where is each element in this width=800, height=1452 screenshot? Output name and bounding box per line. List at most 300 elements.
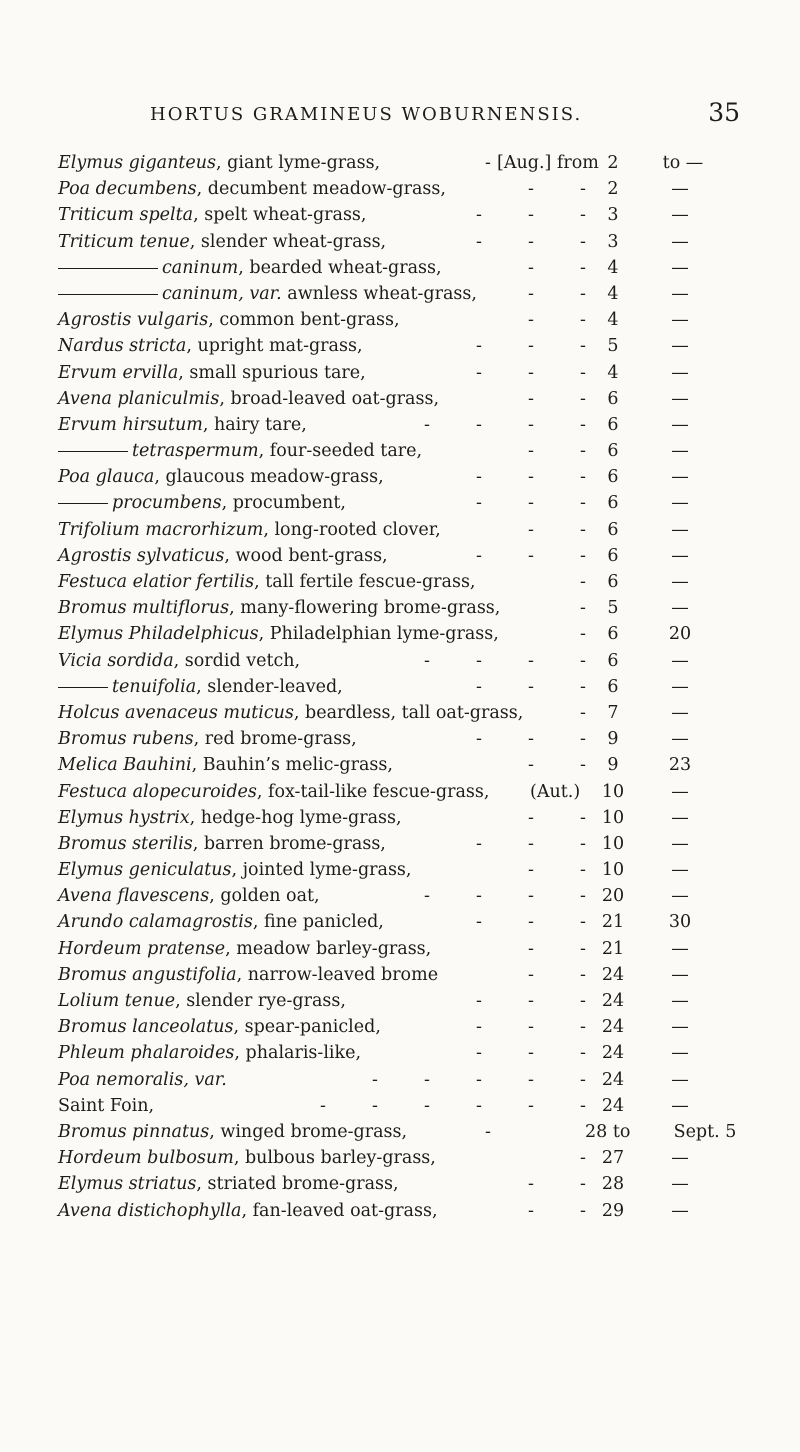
plant-name (58, 229, 386, 255)
leader-dash: - (476, 414, 482, 435)
leader-dash: - (580, 833, 586, 854)
leader-dash: - (580, 493, 586, 514)
start-day: 4 (607, 310, 619, 331)
latin-name: procumbens (112, 493, 222, 514)
end-day: — (671, 336, 689, 357)
common-name: , four-seeded tare, (258, 441, 423, 462)
latin-name: Elymus hystrix (58, 807, 190, 828)
table-row (0, 1040, 800, 1066)
plant-name (58, 1198, 438, 1224)
latin-name: Avena flavescens (58, 886, 210, 907)
end-day: — (671, 493, 689, 514)
common-name: , spelt wheat-grass, (193, 205, 367, 226)
latin-name: Lolium tenue (58, 991, 176, 1011)
leader-dash: - (528, 729, 534, 750)
start-day: 28 (601, 1174, 625, 1195)
leader-dash: - (528, 1095, 534, 1116)
leader-dash: - (580, 1174, 586, 1195)
plant-name (58, 569, 475, 595)
common-name: , wood bent-grass, (224, 545, 388, 566)
plant-name (58, 674, 343, 700)
leader-dash: - (528, 493, 534, 514)
end-day: — (671, 964, 689, 985)
common-name: , fox-tail-like fescue-grass, (256, 781, 490, 802)
start-day: 9 (607, 729, 619, 750)
plant-name (58, 1145, 436, 1171)
latin-name: tetraspermum (132, 441, 259, 462)
common-name: , tall fertile fescue-grass, (254, 572, 476, 592)
end-day: — (671, 545, 689, 566)
start-day: 10 (601, 781, 625, 802)
leader-dash: - (580, 441, 586, 462)
common-name: , slender-leaved, (196, 676, 343, 697)
leader-dash: - (528, 1174, 534, 1195)
start-day: 9 (607, 755, 619, 776)
start-day: 7 (607, 702, 619, 723)
leader-dash: - (528, 362, 534, 383)
plant-name (58, 805, 402, 831)
start-day: 24 (601, 964, 625, 985)
plant-name (58, 1171, 399, 1197)
end-day: — (671, 1043, 689, 1064)
leader-dash: - (424, 1095, 430, 1116)
end-day: — (671, 1095, 689, 1116)
leader-dash: - (528, 519, 534, 540)
plant-name (58, 779, 489, 805)
table-row (0, 1198, 800, 1224)
common-name: , Philadelphian lyme-grass, (258, 624, 499, 645)
leader-dash: - (476, 676, 482, 697)
leader-dash: - (580, 1095, 586, 1116)
table-row (0, 831, 800, 857)
end-day: — (671, 388, 689, 409)
end-day: Sept. 5 (673, 1121, 737, 1142)
plant-name (58, 752, 393, 778)
leader-dash: - (528, 310, 534, 331)
end-day: — (671, 1069, 689, 1090)
leader-dash: - (580, 886, 586, 907)
leader-dash: - (580, 807, 586, 828)
plant-name (58, 412, 307, 438)
latin-name: Trifolium macrorhizum (58, 519, 264, 540)
end-day: — (671, 205, 689, 226)
leader-dash: - (476, 729, 482, 750)
latin-name: Bromus pinnatus (58, 1121, 210, 1142)
leader-dash: - (528, 650, 534, 671)
end-day: — (671, 702, 689, 723)
leader-dash: - (580, 257, 586, 278)
leader-dash: - (476, 912, 482, 933)
end-day: — (671, 650, 689, 671)
plant-name (58, 648, 300, 674)
common-name: , many-flowering brome-grass, (229, 598, 501, 619)
plant-name (58, 1067, 227, 1093)
leader-dash: - (476, 493, 482, 514)
end-day: — (671, 441, 689, 462)
start-day: 10 (601, 833, 625, 854)
leader-dash: - (424, 414, 430, 435)
table-row (0, 857, 800, 883)
common-name: awnless wheat-grass, (281, 283, 477, 304)
latin-name: caninum (162, 257, 239, 278)
common-name: , bearded wheat-grass, (238, 257, 442, 278)
leader-dash: - (476, 886, 482, 907)
end-day: — (671, 1017, 689, 1038)
common-name: , giant lyme-grass, (216, 153, 381, 173)
common-name: , bulbous barley-grass, (233, 1148, 436, 1169)
leader-dash: - (580, 1148, 586, 1169)
table-row (0, 621, 800, 647)
leader-dash: - (580, 283, 586, 304)
plant-name (58, 857, 411, 883)
end-day: — (671, 991, 689, 1011)
leader-dash: - (528, 676, 534, 697)
plant-name (58, 517, 441, 543)
table-row (0, 648, 800, 674)
start-day: 24 (601, 1095, 625, 1116)
leader-dash: - (580, 938, 586, 959)
start-day: 6 (607, 467, 619, 488)
leader-dash: - (580, 414, 586, 435)
table-row (0, 1145, 800, 1171)
latin-name: Poa decumbens (58, 179, 197, 200)
plant-name (58, 1014, 381, 1040)
start-day: 6 (607, 676, 619, 697)
plant-name (58, 883, 320, 909)
end-day: — (671, 729, 689, 750)
start-day: 6 (607, 545, 619, 566)
leader-dash: - (580, 729, 586, 750)
leader-dash: - (580, 179, 586, 200)
table-row (0, 1119, 800, 1145)
common-name: , sordid vetch, (173, 650, 301, 671)
table-row (0, 883, 800, 909)
end-day: — (671, 886, 689, 907)
leader-dash: - (528, 205, 534, 226)
latin-name: Festuca alopecuroides (58, 781, 257, 802)
start-day: 20 (601, 886, 625, 907)
leader-dash: - (580, 1017, 586, 1038)
leader-dash: - (424, 886, 430, 907)
season-note: [Aug.] from (497, 153, 599, 173)
table-row (0, 805, 800, 831)
end-day: — (671, 807, 689, 828)
table-row (0, 360, 800, 386)
end-day: to — (662, 153, 704, 173)
leader-dash: - (580, 676, 586, 697)
latin-name: Agrostis vulgaris (58, 310, 209, 331)
start-day: 6 (607, 493, 619, 514)
latin-name: Festuca elatior fertilis (58, 572, 255, 592)
latin-name: Elymus Philadelphicus (58, 624, 259, 645)
latin-name: Holcus avenaceus muticus (58, 702, 294, 723)
leader-dash: - (528, 1017, 534, 1038)
latin-name: Ervum ervilla (58, 362, 179, 383)
latin-name: Avena distichophylla (58, 1200, 242, 1221)
leader-dash: - (372, 1095, 378, 1116)
leader-dash: - (528, 938, 534, 959)
table-row (0, 1067, 800, 1093)
plant-name (58, 307, 400, 333)
latin-name: Avena planiculmis (58, 388, 220, 409)
plant-name (58, 700, 523, 726)
start-day: 10 (601, 860, 625, 881)
leader-dash: - (580, 362, 586, 383)
start-day: 6 (607, 441, 619, 462)
common-name: , red brome-grass, (193, 729, 357, 750)
table-row (0, 412, 800, 438)
start-day: 21 (601, 938, 625, 959)
table-row (0, 1171, 800, 1197)
table-row (0, 202, 800, 228)
leader-dash: - (476, 1095, 482, 1116)
season-note: 28 to (585, 1121, 631, 1142)
leader-dash: - (580, 650, 586, 671)
common-name: , golden oat, (209, 886, 320, 907)
end-day: — (671, 860, 689, 881)
end-day: — (671, 676, 689, 697)
table-row (0, 700, 800, 726)
leader-dash: - (580, 231, 586, 252)
start-day: 21 (601, 912, 625, 933)
start-day: 6 (607, 624, 619, 645)
common-name: , winged brome-grass, (209, 1121, 408, 1142)
end-day: — (671, 257, 689, 278)
common-name: Saint Foin, (58, 1095, 155, 1116)
table-row (0, 517, 800, 543)
plant-name (58, 1040, 361, 1066)
plant-name (58, 909, 384, 935)
latin-name: Bromus multiflorus (58, 598, 230, 619)
latin-name: Bromus lanceolatus (58, 1017, 234, 1038)
start-day: 5 (607, 598, 619, 619)
common-name: , small spurious tare, (178, 362, 366, 383)
leader-dash: - (580, 755, 586, 776)
leader-dash: - (580, 964, 586, 985)
start-day: 6 (607, 414, 619, 435)
plant-name (58, 333, 363, 359)
leader-dash: - (528, 388, 534, 409)
leader-dash: - (528, 833, 534, 854)
table-row (0, 255, 800, 281)
table-row (0, 1014, 800, 1040)
ditto-rule (58, 294, 158, 295)
end-day: — (671, 467, 689, 488)
latin-name: Nardus stricta (58, 336, 187, 357)
leader-dash: - (476, 1043, 482, 1064)
table-row (0, 779, 800, 805)
plant-name (58, 281, 477, 307)
leader-dash: - (528, 441, 534, 462)
table-row (0, 962, 800, 988)
leader-dash: - (580, 991, 586, 1011)
common-name: , phalaris-like, (234, 1043, 362, 1064)
start-day: 27 (601, 1148, 625, 1169)
latin-name: Triticum spelta (58, 205, 194, 226)
start-day: 4 (607, 362, 619, 383)
table-row (0, 569, 800, 595)
leader-dash: - (528, 414, 534, 435)
leader-dash: - (528, 1069, 534, 1090)
leader-dash: - (528, 807, 534, 828)
leader-dash: - (580, 572, 586, 592)
table-row (0, 674, 800, 700)
leader-dash: - (476, 336, 482, 357)
end-day: 30 (668, 912, 692, 933)
start-day: 4 (607, 283, 619, 304)
leader-dash: - (580, 336, 586, 357)
common-name: , procumbent, (221, 493, 346, 514)
start-day: 5 (607, 336, 619, 357)
plant-name (58, 176, 446, 202)
table-row (0, 543, 800, 569)
end-day: — (671, 833, 689, 854)
flowering-table (0, 150, 800, 1224)
end-day: — (671, 938, 689, 959)
leader-dash: - (580, 1200, 586, 1221)
page-number: 35 (708, 98, 740, 127)
latin-name: Phleum phalaroides (58, 1043, 235, 1064)
plant-name (58, 936, 431, 962)
table-row (0, 438, 800, 464)
latin-name: Hordeum bulbosum (58, 1148, 234, 1169)
latin-name: Ervum hirsutum (58, 414, 203, 435)
start-day: 10 (601, 807, 625, 828)
table-row (0, 176, 800, 202)
page-header (0, 98, 800, 134)
table-row (0, 1093, 800, 1119)
end-day: — (671, 1174, 689, 1195)
leader-dash: - (528, 231, 534, 252)
end-day: — (671, 572, 689, 592)
table-row (0, 936, 800, 962)
latin-name: Melica Bauhini (58, 755, 192, 776)
common-name: , hedge-hog lyme-grass, (189, 807, 402, 828)
common-name: , spear-panicled, (233, 1017, 381, 1038)
plant-name (58, 543, 388, 569)
leader-dash: - (580, 702, 586, 723)
leader-dash: - (476, 1069, 482, 1090)
end-day: — (671, 598, 689, 619)
latin-name: caninum, var. (162, 283, 282, 304)
end-day: — (671, 179, 689, 200)
plant-name (58, 1093, 154, 1119)
leader-dash: - (580, 519, 586, 540)
leader-dash: - (476, 1017, 482, 1038)
start-day: 3 (607, 205, 619, 226)
table-row (0, 988, 800, 1014)
plant-name (58, 962, 438, 988)
latin-name: Bromus angustifolia (58, 964, 237, 985)
leader-dash: - (528, 964, 534, 985)
start-day: 24 (601, 1069, 625, 1090)
ditto-rule (58, 451, 128, 452)
running-title: HORTUS GRAMINEUS WOBURNENSIS. (150, 104, 583, 125)
ditto-rule (58, 503, 108, 504)
common-name: , broad-leaved oat-grass, (219, 388, 440, 409)
start-day: 24 (601, 991, 625, 1011)
table-row (0, 464, 800, 490)
leader-dash: - (476, 231, 482, 252)
common-name: , hairy tare, (202, 414, 307, 435)
common-name: , common bent-grass, (208, 310, 400, 331)
leader-dash: - (580, 1043, 586, 1064)
common-name: , slender rye-grass, (175, 991, 346, 1011)
start-day: 3 (607, 231, 619, 252)
leader-dash: - (580, 1069, 586, 1090)
common-name: , meadow barley-grass, (225, 938, 432, 959)
leader-dash: - (580, 310, 586, 331)
leader-dash: - (528, 336, 534, 357)
latin-name: Elymus striatus (58, 1174, 197, 1195)
common-name: , decumbent meadow-grass, (196, 179, 446, 200)
leader-dash: - (580, 860, 586, 881)
latin-name: Arundo calamagrostis (58, 912, 253, 933)
leader-dash: - (485, 153, 491, 173)
common-name: , barren brome-grass, (192, 833, 386, 854)
leader-dash: - (424, 650, 430, 671)
leader-dash: - (528, 179, 534, 200)
latin-name: Elymus geniculatus (58, 860, 232, 881)
plant-name (58, 726, 357, 752)
common-name: , slender wheat-grass, (189, 231, 387, 252)
leader-dash: - (528, 886, 534, 907)
common-name: , upright mat-grass, (186, 336, 363, 357)
latin-name: Bromus rubens (58, 729, 194, 750)
latin-name: Bromus sterilis (58, 833, 193, 854)
table-row (0, 150, 800, 176)
leader-dash: - (424, 1069, 430, 1090)
start-day: 24 (601, 1043, 625, 1064)
common-name: , long-rooted clover, (263, 519, 441, 540)
leader-dash: - (476, 991, 482, 1011)
end-day: — (671, 414, 689, 435)
plant-name (58, 831, 386, 857)
table-row (0, 595, 800, 621)
table-row (0, 752, 800, 778)
latin-name: Triticum tenue (58, 231, 190, 252)
start-day: 2 (607, 153, 619, 173)
leader-dash: - (580, 205, 586, 226)
leader-dash: - (476, 362, 482, 383)
leader-dash: - (580, 467, 586, 488)
leader-dash: - (580, 598, 586, 619)
end-day: — (671, 1200, 689, 1221)
leader-dash: - (580, 912, 586, 933)
leader-dash: - (580, 624, 586, 645)
table-row (0, 229, 800, 255)
end-day: — (671, 1148, 689, 1169)
latin-name: Poa nemoralis, var. (58, 1069, 227, 1090)
leader-dash: - (528, 545, 534, 566)
latin-name: Agrostis sylvaticus (58, 545, 225, 566)
plant-name (58, 595, 500, 621)
leader-dash: - (528, 912, 534, 933)
end-day: — (671, 362, 689, 383)
plant-name (58, 255, 442, 281)
start-day: 6 (607, 572, 619, 592)
plant-name (58, 490, 346, 516)
start-day: 2 (607, 179, 619, 200)
latin-name: Hordeum pratense (58, 938, 226, 959)
ditto-rule (58, 268, 158, 269)
start-day: 29 (601, 1200, 625, 1221)
leader-dash: - (476, 205, 482, 226)
table-row (0, 307, 800, 333)
common-name: , glaucous meadow-grass, (154, 467, 384, 488)
leader-dash: - (372, 1069, 378, 1090)
leader-dash: - (528, 1200, 534, 1221)
